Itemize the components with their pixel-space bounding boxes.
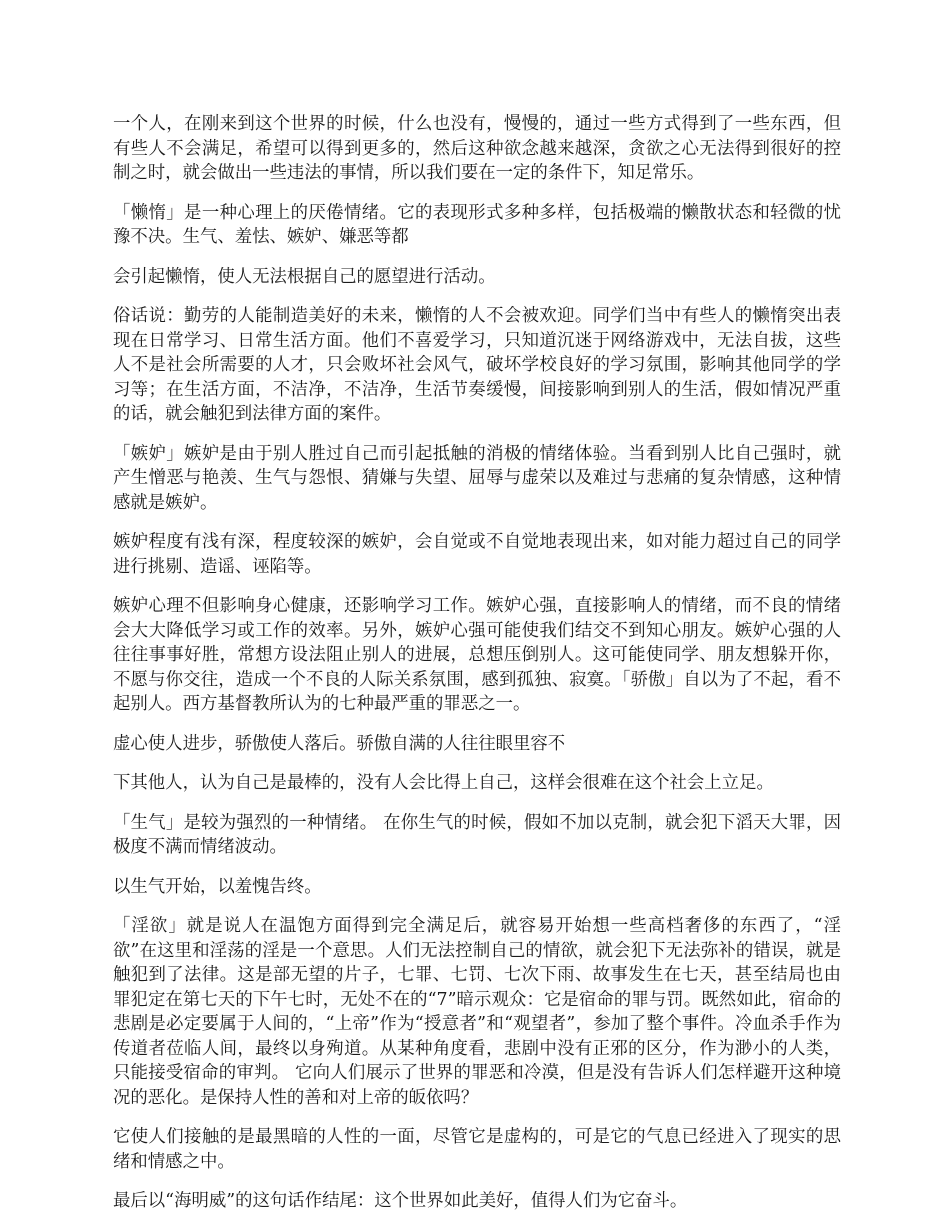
paragraph-pride-consequence: 下其他人，认为自己是最棒的，没有人会比得上自己，这样会很难在这个社会上立足。 (113, 773, 774, 793)
paragraph-laziness-proverb: 俗话说：勤劳的人能制造美好的未来，懒惰的人不会被欢迎。同学们当中有些人的懒惰突出表现在日常学习、日常生活方面。他们不喜爱学习，只知道沉迷于网络游戏中，无法自拔，这些人不是社会所需要的人才，只会败坏社会风气，破坏学校良好的学习氛围，影响其他同学的学习等；在生活方面，不洁净，不洁净，生活节奏缓慢，间接影响到别人的生活，假如情况严重的话，就会触犯到法律方面的案件。 (113, 306, 841, 424)
paragraph-laziness-definition: 「懒惰」是一种心理上的厌倦情绪。它的表现形式多种多样，包括极端的懒散状态和轻微的忧豫不决。生气、羞怯、嫉妒、嫌恶等都 (113, 202, 841, 247)
paragraph-dark-side: 它使人们接触的是最黑暗的人性的一面，尽管它是虚构的，可是它的气息已经进入了现实的思绪和情感之中。 (113, 1127, 841, 1172)
document-body (113, 112, 841, 1229)
paragraph-intro: 一个人，在刚来到这个世界的时候，什么也没有，慢慢的，通过一些方式得到了一些东西，但有些人不会满足，希望可以得到更多的，然后这种欲念越来越深，贪欲之心无法得到很好的控制之时，就会做出一些违法的事情，所以我们要在一定的条件下，知足常乐。 (113, 114, 841, 183)
paragraph-envy-effects: 嫉妒心理不但影响身心健康，还影响学习工作。嫉妒心强，直接影响人的情绪，而不良的情绪会大大降低学习或工作的效率。另外，嫉妒心强可能使我们结交不到知心朋友。嫉妒心强的人往往事事好胜，常想方设法阻止别人的进展，总想压倒别人。这可能使同学、朋友想躲开你，不愿与你交往，造成一个不良的人际关系氛围，感到孤独、寂寞。「骄傲」自以为了不起，看不起别人。西方基督教所认为的七种最严重的罪恶之一。 (113, 596, 841, 714)
paragraph-lust-definition: 「淫欲」就是说人在温饱方面得到完全满足后，就容易开始想一些高档奢侈的东西了，“淫欲”在这里和淫荡的淫是一个意思。人们无法控制自己的情欲，就会犯下无法弥补的错误，就是触犯到了法律。这是部无望的片子，七罪、七罚、七次下雨、故事发生在七天，甚至结局也由罪犯定在第七天的下午七时，无处不在的“7”暗示观众：它是宿命的罪与罚。既然如此，宿命的悲剧是必定要属于人间的，“上帝”作为“授意者”和“观望者”，参加了整个事件。冷血杀手作为传道者莅临人间，最终以身殉道。从某种角度看，悲剧中没有正邪的区分，作为渺小的人类，只能接受宿命的审判。 它向人们展示了世界的罪恶和冷漠，但是没有告诉人们怎样避开这种境况的恶化。是保持人性的善和对上帝的皈依吗？ (113, 916, 841, 1108)
paragraph-laziness-cause: 会引起懒惰，使人无法根据自己的愿望进行活动。 (113, 266, 496, 287)
paragraph-envy-definition: 「嫉妒」嫉妒是由于别人胜过自己而引起抵触的消极的情绪体验。当看到别人比自己强时，就产生憎恶与艳羡、生气与怨恨、猜嫌与失望、屈辱与虚荣以及难过与悲痛的复杂情感，这种情感就是嫉妒。 (113, 443, 841, 513)
paragraph-anger-saying: 以生气开始，以羞愧告终。 (113, 876, 322, 897)
paragraph-envy-degree: 嫉妒程度有浅有深，程度较深的嫉妒，会自觉或不自觉地表现出来，如对能力超过自己的同学进行挑剔、造谣、诬陷等。 (113, 532, 841, 577)
paragraph-pride-proverb: 虚心使人进步，骄傲使人落后。骄傲自满的人往往眼里容不 (113, 733, 566, 754)
paragraph-anger-definition: 「生气」是较为强烈的一种情绪。 在你生气的时候，假如不加以克制，就会犯下滔天大罪，因极度不满而情绪波动。 (113, 812, 841, 857)
paragraph-conclusion: 最后以“海明威”的这句话作结尾：这个世界如此美好，值得人们为它奋斗。 (113, 1191, 688, 1211)
